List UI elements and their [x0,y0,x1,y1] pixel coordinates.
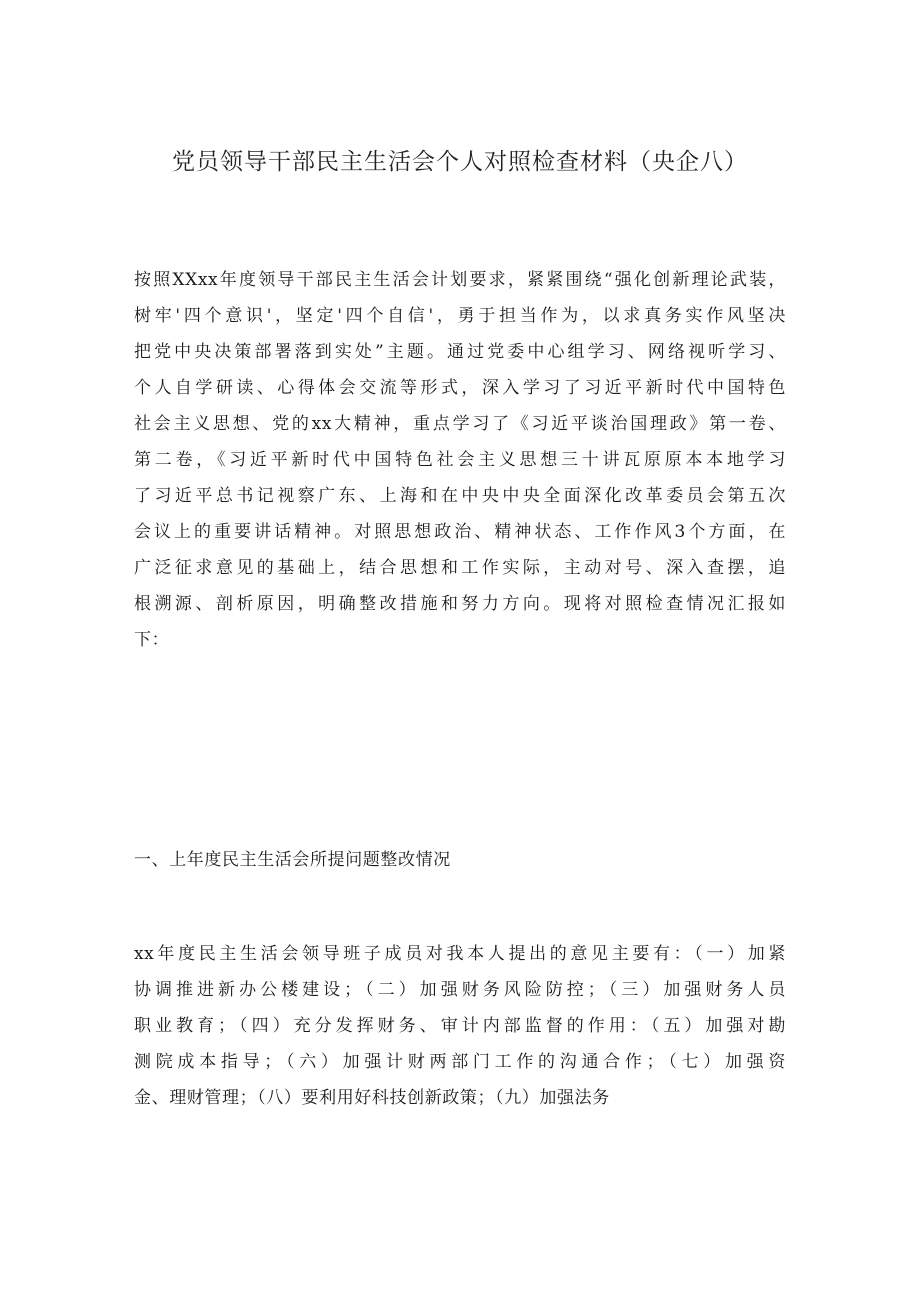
paragraph-line: 测院成本指导；（六）加强计财两部门工作的沟通合作；（七）加强资 [134,1052,786,1072]
section-heading-text: 一、上年度民主生活会所提问题整改情况 [134,850,451,870]
paragraph-line: xx年度民主生活会领导班子成员对我本人提出的意见主要有：（一）加紧 [134,944,786,964]
paragraph-line: 会议上的重要讲话精神。对照思想政治、精神状态、工作作风3个方面，在 [134,522,786,542]
paragraph-line: 广泛征求意见的基础上，结合思想和工作实际，主动对号、深入查摆，追 [134,558,786,578]
paragraph-opinions [134,936,786,1116]
paragraph-line: 金、理财管理；（八）要利用好科技创新政策；（九）加强法务 [134,1088,610,1108]
paragraph-line: 协调推进新办公楼建设；（二）加强财务风险防控；（三）加强财务人员 [134,980,786,1000]
section-heading [134,842,451,878]
document-title: 党员领导干部民主生活会个人对照检查材料（央企八） [172,149,748,175]
paragraph-line: 根溯源、剖析原因，明确整改措施和努力方向。现将对照检查情况汇报如 [134,594,786,614]
paragraph-line: 职业教育；（四）充分发挥财务、审计内部监督的作用：（五）加强对勘 [134,1016,786,1036]
paragraph-line: 下： [134,630,170,650]
paragraph-line: 树牢'四个意识'，坚定'四个自信'，勇于担当作为，以求真务实作风坚决 [134,306,786,326]
paragraph-line: 了习近平总书记视察广东、上海和在中央中央全面深化改革委员会第五次 [134,486,786,506]
paragraph-line: 个人自学研读、心得体会交流等形式，深入学习了习近平新时代中国特色 [134,378,786,398]
paragraph-line: 第二卷，《习近平新时代中国特色社会主义思想三十讲瓦原原本本地学习 [134,450,786,470]
paragraph-intro [134,262,786,658]
paragraph-line: 社会主义思想、党的xx大精神，重点学习了《习近平谈治国理政》第一卷、 [134,414,786,434]
paragraph-line: 按照XXxx年度领导干部民主生活会计划要求，紧紧围绕“强化创新理论武装， [134,270,786,290]
paragraph-line: 把党中央决策部署落到实处”主题。通过党委中心组学习、网络视听学习、 [134,342,786,362]
